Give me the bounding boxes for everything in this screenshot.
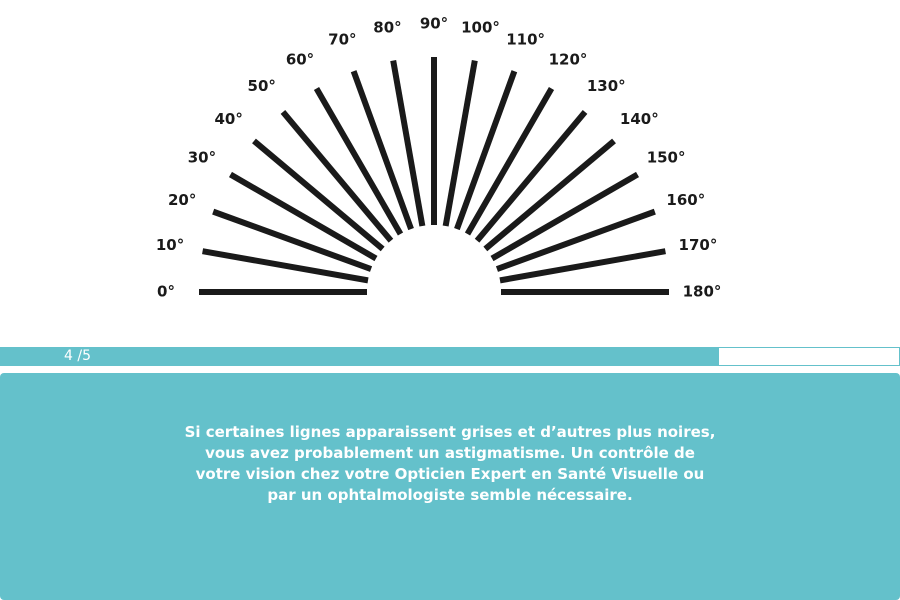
dial-label-140: 140° bbox=[619, 110, 659, 129]
dial-label-30: 30° bbox=[187, 148, 217, 167]
dial-label-0: 0° bbox=[157, 282, 175, 301]
dial-label-80: 80° bbox=[373, 18, 402, 37]
result-panel bbox=[0, 373, 900, 600]
dial-label-110: 110° bbox=[506, 30, 546, 49]
progress-label: 4 /5 bbox=[64, 348, 91, 364]
result-message-line: Si certaines lignes apparaissent grises et d’autres plus noires, bbox=[184, 423, 716, 441]
result-message-line: vous avez probablement un astigmatisme. Un contrôle de bbox=[205, 444, 695, 462]
dial-label-130: 130° bbox=[586, 77, 626, 96]
progress-bar bbox=[0, 347, 900, 366]
result-message bbox=[180, 422, 720, 506]
dial-label-50: 50° bbox=[247, 77, 276, 96]
dial-label-20: 20° bbox=[167, 190, 197, 209]
dial-label-150: 150° bbox=[646, 148, 686, 167]
dial-label-10: 10° bbox=[155, 235, 185, 254]
dial-label-70: 70° bbox=[328, 30, 357, 49]
dial-label-40: 40° bbox=[214, 110, 243, 129]
dial-label-180: 180° bbox=[682, 282, 722, 301]
result-message-line: par un ophtalmologiste semble nécessaire. bbox=[267, 486, 633, 504]
dial-label-160: 160° bbox=[666, 190, 706, 209]
dial-label-60: 60° bbox=[285, 50, 315, 69]
dial-line-100 bbox=[446, 61, 475, 226]
dial-line-170 bbox=[500, 251, 665, 280]
result-message-line: votre vision chez votre Opticien Expert en Santé Visuelle ou bbox=[195, 465, 705, 483]
progress-bar-fill bbox=[1, 348, 719, 365]
dial-label-100: 100° bbox=[461, 18, 500, 37]
dial-line-80 bbox=[393, 61, 422, 226]
dial-label-120: 120° bbox=[548, 50, 588, 69]
dial-line-10 bbox=[203, 251, 368, 280]
dial-label-90: 90° bbox=[419, 14, 449, 33]
dial-label-170: 170° bbox=[678, 235, 718, 254]
